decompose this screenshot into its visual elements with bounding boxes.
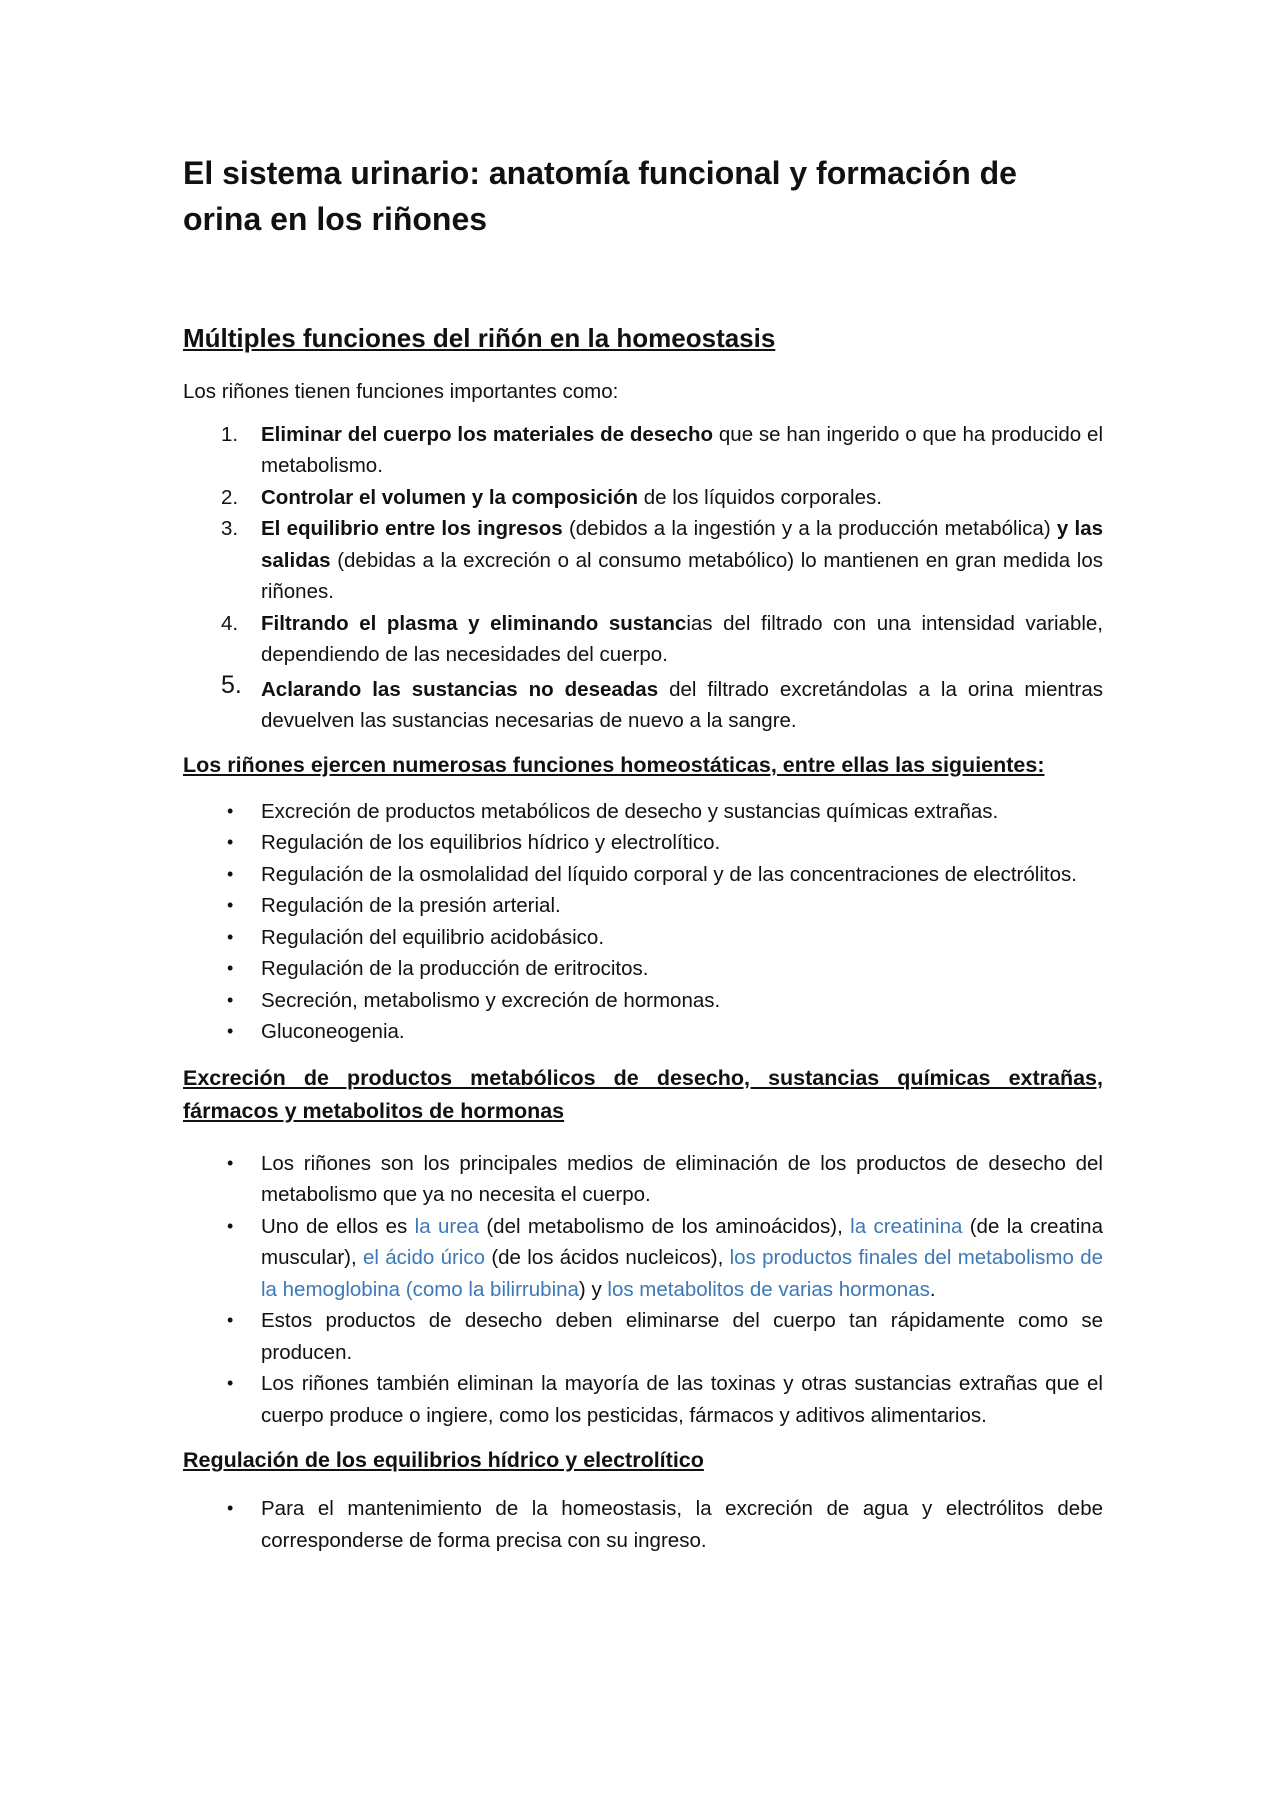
list-item: • Regulación del equilibrio acidobásico. <box>183 922 1103 954</box>
item-bold-text: Aclarando las sustancias no deseadas <box>261 677 659 701</box>
item-bold-text: y las salidas <box>261 517 1103 572</box>
list-item: • Regulación de la presión arterial. <box>183 890 1103 922</box>
section-intro: Los riñones tienen funciones importantes como: <box>183 380 619 403</box>
urea-link[interactable]: la urea <box>414 1214 479 1238</box>
bullet-icon: • <box>227 1310 234 1330</box>
bullet-icon: • <box>227 989 234 1010</box>
list-item: • Secreción, metabolismo y excreción de hormonas. <box>183 985 1103 1017</box>
list-item <box>183 419 1103 482</box>
list-item: • Los riñones son los principales medios de eliminación de los productos de desecho del metabolismo que ya no necesita el cuerpo. <box>183 1148 1103 1211</box>
hormone-metabolites-link[interactable]: los metabolitos de varias hormonas <box>607 1277 930 1301</box>
bullet-icon: • <box>227 926 234 947</box>
uric-acid-link[interactable]: el ácido úrico <box>363 1246 486 1269</box>
section-heading-functions: Múltiples funciones del riñón en la homeostasis <box>183 323 776 353</box>
list-item: • Estos productos de desecho deben eliminarse del cuerpo tan rápidamente como se producen. <box>183 1305 1103 1368</box>
list-item: • Regulación de los equilibrios hídrico y electrolítico. <box>183 827 1103 859</box>
creatinine-link[interactable]: la creatinina <box>850 1214 963 1238</box>
list-item <box>183 513 1103 608</box>
excretion-list <box>183 1148 1103 1432</box>
list-item: • Regulación de la producción de eritrocitos. <box>183 953 1103 985</box>
section-heading-water-electrolyte: Regulación de los equilibrios hídrico y electrolítico <box>183 1448 704 1472</box>
document-title: El sistema urinario: anatomía funcional y formación de orina en los riñones <box>183 155 1017 237</box>
list-item <box>183 482 1103 514</box>
item-text: que se han ingerido o que ha producido el metabolismo. <box>261 422 1103 477</box>
water-electrolyte-list <box>183 1493 1103 1556</box>
item-bold-text: Controlar el volumen y la composición <box>261 485 639 509</box>
bullet-icon: • <box>227 1498 234 1518</box>
list-item: • Uno de ellos es la urea (del metabolismo de los aminoácidos), la creatinina (de la creatina muscular), el ácido úrico (de los ácidos nucleicos), los productos finales del metabolismo de la hemoglobina (como la bilirrubina) y los metabolitos de varias hormonas. <box>183 1211 1103 1306</box>
list-item: • Para el mantenimiento de la homeostasis, la excreción de agua y electrólitos debe corresponderse de forma precisa con su ingreso. <box>183 1493 1103 1556</box>
list-item: • Los riñones también eliminan la mayoría de las toxinas y otras sustancias extrañas que el cuerpo produce o ingiere, como los pesticidas, fármacos y aditivos alimentarios. <box>183 1368 1103 1431</box>
item-bold-text: Filtrando el plasma y eliminando sustanc <box>261 611 687 635</box>
bullet-icon: • <box>227 863 234 884</box>
list-number: 5. <box>221 670 242 699</box>
list-item: • Excreción de productos metabólicos de desecho y sustancias químicas extrañas. <box>183 796 1103 828</box>
bullet-icon: • <box>227 1021 234 1041</box>
list-number: 4. <box>221 611 239 635</box>
bullet-icon: • <box>227 800 234 821</box>
bullet-icon: • <box>227 895 234 915</box>
item-bold-text: El equilibrio entre los ingresos <box>261 517 563 540</box>
section-heading-excretion: Excreción de productos metabólicos de desecho, sustancias químicas extrañas, fármacos y metabolitos de hormonas <box>183 1065 1103 1123</box>
item-text: de los líquidos corporales. <box>638 485 882 509</box>
item-text: ias del filtrado con una intensidad variable, dependiendo de las necesidades del cuerpo. <box>261 611 1103 666</box>
bullet-icon: • <box>227 832 234 852</box>
item-bold-text: Eliminar del cuerpo los materiales de desecho <box>261 422 714 446</box>
item-text: del filtrado excretándolas a la orina mientras devuelven las sustancias necesarias de nuevo a la sangre. <box>261 677 1103 732</box>
list-item: • Regulación de la osmolalidad del líquido corporal y de las concentraciones de electrólitos. <box>183 859 1103 891</box>
item-text: (debidos a la ingestión y a la producción metabólica) <box>562 517 1057 540</box>
bullet-icon: • <box>227 958 234 978</box>
list-item <box>183 670 1103 737</box>
homeostatic-functions-list <box>183 796 1103 1048</box>
list-item: • Gluconeogenia. <box>183 1016 1103 1048</box>
document-page <box>183 150 1103 1556</box>
item-text: (debidas a la excreción o al consumo metabólico) lo mantienen en gran medida los riñones. <box>261 548 1103 603</box>
bullet-icon: • <box>227 1373 234 1393</box>
list-number: 2. <box>221 485 239 509</box>
functions-list <box>183 419 1103 737</box>
list-number: 3. <box>221 517 239 540</box>
bullet-icon: • <box>227 1215 234 1236</box>
bullet-icon: • <box>227 1152 234 1173</box>
section-heading-homeostatic: Los riñones ejercen numerosas funciones homeostáticas, entre ellas las siguientes: <box>183 752 1045 777</box>
list-number: 1. <box>221 422 239 446</box>
list-item <box>183 608 1103 671</box>
hemoglobin-products-link[interactable]: los productos finales del metabolismo de la hemoglobina (como la bilirrubina <box>261 1246 1104 1301</box>
